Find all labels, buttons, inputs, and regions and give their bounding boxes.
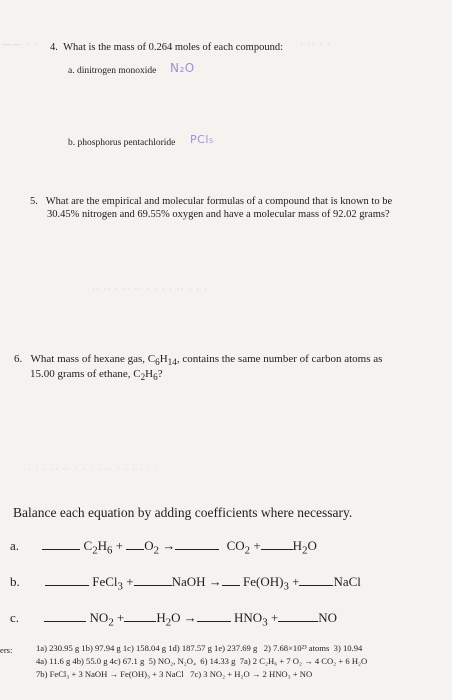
equation-c: c. $NO_2 + H_2O \to HNO_3$ + NO (10, 610, 337, 629)
question-4a-label: a. dinitrogen monoxide (68, 66, 157, 76)
equation-b: b. FeCl$_3$ + NaOH → $Fe(OH)_3$ + NaCl (10, 574, 361, 593)
question-5-line1: 5. What are the empirical and molecular formulas of a compound that is known to be (30, 196, 393, 207)
equation-a: a. $C_2H_6 + O_2 \to CO_2 + H_2O$ (10, 538, 317, 557)
answers-label: ers: (0, 645, 13, 655)
question-6-line2: 15.00 grams of ethane, $C_2H_6$? (30, 368, 163, 383)
question-5-line2: 30.45% nitrogen and 69.55% oxygen and have a molecular mass of 92.02 grams? (47, 209, 390, 220)
bleed-through-top: —— · · (2, 40, 38, 50)
question-4: 4. What is the mass of 0.264 moles of each compound: (50, 42, 283, 53)
bleed-through-top-right: · ·· · · (300, 40, 331, 50)
answers-line2: 4a) 11.6 g 4b) 55.0 g 4c) 67.1 g 5) NO₂, N₂O₄ 6) 14.33 g 7a) 2 C₂H₆ + 7 O₂ → 4 CO₂ + 6 H₂O (36, 656, 368, 666)
answers-line1: 1a) 230.95 g 1b) 97.94 g 1c) 158.04 g 1d) 187.57 g 1e) 237.69 g 2) 7.68×10²³ atoms 3) 10.94 (36, 643, 363, 653)
handwritten-answer-4b: PCl₅ (190, 133, 214, 146)
balance-instructions: Balance each equation by adding coefficients where necessary. (13, 505, 353, 520)
answers-line3: 7b) FeCl₃ + 3 NaOH → Fe(OH)₃ + 3 NaCl 7c) 3 NO₂ + H₂O → 2 HNO₃ + NO (36, 669, 313, 679)
question-4b-label: b. phosphorus pentachloride (68, 138, 176, 148)
bleed-through-middle: ·· ·· · ·· ·· · · · · ·· · · · (92, 285, 208, 295)
handwritten-answer-4a: N₂O (170, 61, 195, 75)
question-6-line1: 6. What mass of hexane gas, $C_6H_{14}$, contains the same number of carbon atoms as (14, 353, 383, 368)
bleed-through-lower: · · · ·· ·· · · · · ·· · · · · · · (28, 465, 160, 475)
